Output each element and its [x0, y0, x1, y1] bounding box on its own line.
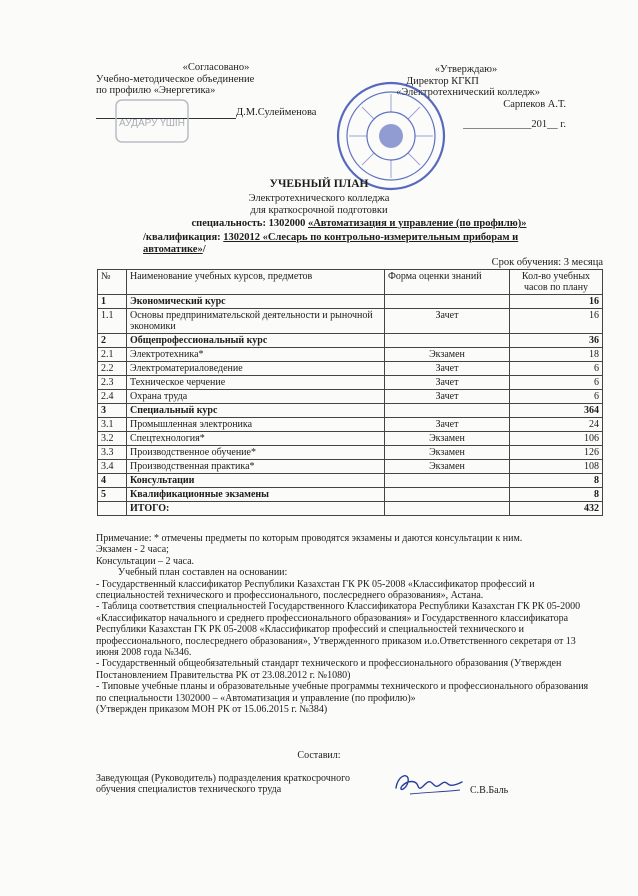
approval-right-name: Сарпеков А.Т. [503, 98, 566, 110]
header-course-name: Наименование учебных курсов, предметов [127, 270, 385, 295]
row-assessment-form: Экзамен [385, 446, 510, 460]
row-assessment-form: Экзамен [385, 460, 510, 474]
note-consult-hours: Консультации – 2 часа. [96, 555, 195, 567]
document-title: УЧЕБНЫЙ ПЛАН [269, 178, 369, 190]
row-number: 2.4 [98, 390, 127, 404]
curriculum-table [97, 269, 603, 516]
row-assessment-form: Зачет [385, 418, 510, 432]
faded-stamp-left [112, 96, 192, 146]
row-hours: 364 [510, 404, 603, 418]
row-number: 3 [98, 404, 127, 418]
compiler-position-line2: обучения специалистов технического труда [96, 784, 282, 796]
compiled-label: Составил: [297, 750, 341, 761]
row-hours: 106 [510, 432, 603, 446]
row-course-name: Экономический курс [127, 295, 385, 309]
specialty-value: «Автоматизация и управление (по профилю)» [307, 218, 527, 229]
row-course-name: Техническое черчение [127, 376, 385, 390]
row-hours: 36 [510, 334, 603, 348]
note-basis-item: - Типовые учебные планы и образовательные учебные программы технического и профессионального образования по специальности 1302000 – «Автоматизация и управление (по профилю)» [96, 681, 589, 704]
handwritten-signature [388, 768, 468, 800]
table-row [98, 474, 603, 488]
row-course-name: Электроматериаловедение [127, 362, 385, 376]
row-number: 3.1 [98, 418, 127, 432]
table-row [98, 295, 603, 309]
row-course-name: Производственное обучение* [127, 446, 385, 460]
row-assessment-form: Зачет [385, 376, 510, 390]
training-mode: для краткосрочной подготовки [250, 205, 388, 216]
table-row [98, 418, 603, 432]
table-row [98, 376, 603, 390]
table-row [98, 460, 603, 474]
row-assessment-form: Зачет [385, 309, 510, 334]
row-hours: 8 [510, 488, 603, 502]
row-number: 1 [98, 295, 127, 309]
table-row [98, 348, 603, 362]
approval-left-name: Д.М.Сулейменова [236, 106, 317, 118]
row-hours: 18 [510, 348, 603, 362]
row-hours: 6 [510, 362, 603, 376]
header-number: № [98, 270, 127, 295]
row-assessment-form [385, 404, 510, 418]
row-hours: 126 [510, 446, 603, 460]
table-row [98, 432, 603, 446]
row-course-name: Охрана труда [127, 390, 385, 404]
compiler-position-line1: Заведующая (Руководитель) подразделения краткосрочного [96, 773, 350, 784]
table-row [98, 488, 603, 502]
table-body [98, 295, 603, 516]
approval-right-line1: Директор КГКП [406, 75, 479, 87]
study-duration: Срок обучения: 3 месяца [491, 257, 603, 268]
table-row [98, 309, 603, 334]
approval-left-line2: по профилю «Энергетика» [96, 85, 216, 96]
org-name: Электротехнического колледжа [248, 193, 390, 204]
row-number: 5 [98, 488, 127, 502]
row-assessment-form: Зачет [385, 390, 510, 404]
note-basis-item: - Государственный общеобязательный стандарт технического и профессионального образования (Утвержден Постановлением Правительства РК от 23.08.2012 г. №1080) [96, 658, 562, 681]
approval-right-title: «Утверждаю» [434, 64, 498, 75]
approval-right-date: _____________201__ г. [463, 119, 566, 130]
row-course-name: Консультации [127, 474, 385, 488]
table-header-row [98, 270, 603, 295]
row-course-name: Спецтехнология* [127, 432, 385, 446]
row-assessment-form [385, 474, 510, 488]
row-course-name: Квалификационные экзамены [127, 488, 385, 502]
row-number: 1.1 [98, 309, 127, 334]
row-number: 2.2 [98, 362, 127, 376]
specialty-label: специальность: 1302000 [191, 218, 308, 229]
header-hours: Кол-во учебных часов по плану [510, 270, 603, 295]
row-number: 3.3 [98, 446, 127, 460]
row-course-name: Общепрофессиональный курс [127, 334, 385, 348]
row-course-name: Специальный курс [127, 404, 385, 418]
row-hours: 8 [510, 474, 603, 488]
row-assessment-form: Зачет [385, 362, 510, 376]
notes-block [96, 533, 596, 716]
header-assessment-form: Форма оценки знаний [385, 270, 510, 295]
note-basis-item: - Таблица соответствия специальностей Государственного Классификатора Республики Казахстан ГК РК 05-2000 «Классификатор начального и среднего профессионального образования» и Государственного классификатора Республики Казахстан ГК РК 05-2008 «Классификатор профессий и специальностей технического и профессионального, послесреднего образования», Утвержденного приказом и.о.Ответственного секретаря от 13 июня 2008 года №346. [96, 601, 581, 659]
row-hours: 16 [510, 295, 603, 309]
row-number: 2.1 [98, 348, 127, 362]
row-number [98, 502, 127, 516]
table-row [98, 502, 603, 516]
table-row [98, 390, 603, 404]
row-number: 4 [98, 474, 127, 488]
row-assessment-form [385, 502, 510, 516]
row-course-name: Основы предпринимательской деятельности и рыночной экономики [127, 309, 385, 334]
row-hours: 16 [510, 309, 603, 334]
row-number: 3.2 [98, 432, 127, 446]
approval-left-title: «Согласовано» [182, 62, 250, 73]
row-assessment-form: Экзамен [385, 432, 510, 446]
row-hours: 24 [510, 418, 603, 432]
note-footnote: Примечание: * отмечены предметы по которым проводятся экзамены и даются консультации к ним. [96, 533, 523, 544]
row-assessment-form [385, 295, 510, 309]
qualification-value: 1302012 «Слесарь по контрольно-измерительным приборам и автоматике» [143, 232, 519, 255]
row-hours: 6 [510, 376, 603, 390]
faded-stamp-text: АУДАРУ ҮШІН [119, 118, 185, 129]
qualification-end: / [202, 244, 206, 255]
row-assessment-form [385, 488, 510, 502]
row-number: 3.4 [98, 460, 127, 474]
row-course-name: Электротехника* [127, 348, 385, 362]
row-hours: 108 [510, 460, 603, 474]
approval-left-line1: Учебно-методическое объединение [96, 73, 255, 85]
approval-right-line2: «Электротехнический колледж» [396, 87, 540, 98]
table-row [98, 362, 603, 376]
row-assessment-form [385, 334, 510, 348]
note-exam-hours: Экзамен - 2 часа; [96, 544, 169, 556]
row-hours: 6 [510, 390, 603, 404]
table-row [98, 446, 603, 460]
row-course-name: Производственная практика* [127, 460, 385, 474]
note-basis-item: - Государственный классификатор Республики Казахстан ГК РК 05-2008 «Классификатор профессий и специальностей технического и профессионального, послесреднего образования», Астана. [96, 578, 535, 602]
official-round-stamp [335, 80, 447, 192]
compiler-position [96, 773, 396, 796]
row-number: 2 [98, 334, 127, 348]
specialty-line [40, 218, 638, 230]
note-basis-item: (Утвержден приказом МОН РК от 15.06.2015 г. №384) [96, 704, 328, 716]
compiler-name: С.В.Баль [470, 785, 509, 796]
qualification-label: /квалификация: [143, 232, 224, 243]
row-course-name: Промышленная электроника [127, 418, 385, 432]
table-row [98, 334, 603, 348]
qualification-line [143, 232, 573, 256]
table-row [98, 404, 603, 418]
row-assessment-form: Экзамен [385, 348, 510, 362]
row-number: 2.3 [98, 376, 127, 390]
row-course-name: ИТОГО: [127, 502, 385, 516]
row-hours: 432 [510, 502, 603, 516]
note-basis-heading: Учебный план составлен на основании: [118, 567, 288, 579]
